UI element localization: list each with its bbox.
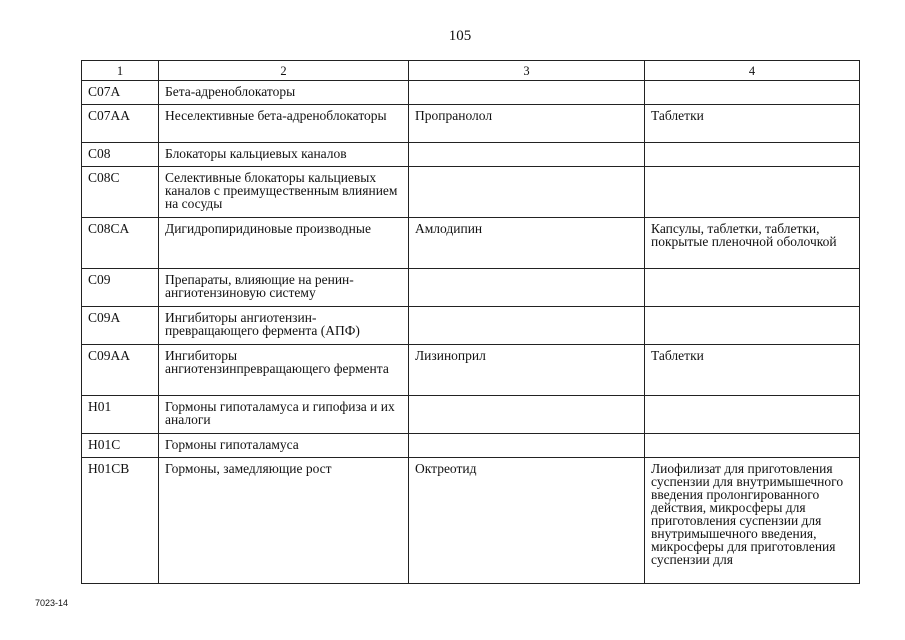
column-header-3: 3	[409, 61, 645, 81]
atc-code-cell: C09AA	[82, 345, 159, 396]
table-row	[82, 458, 860, 584]
table-row	[82, 167, 860, 218]
table-row	[82, 81, 860, 105]
group-name-cell: Блокаторы кальциевых каналов	[159, 143, 409, 167]
drug-name-cell	[409, 396, 645, 434]
dosage-form-cell	[645, 396, 860, 434]
drug-name-cell: Октреотид	[409, 458, 645, 584]
group-name-cell: Препараты, влияющие на ренин-ангиотензиновую систему	[159, 269, 409, 307]
footer-document-code: 7023-14	[35, 598, 69, 608]
drug-name-cell: Амлодипин	[409, 218, 645, 269]
drug-name-cell	[409, 434, 645, 458]
dosage-form-cell: Таблетки	[645, 345, 860, 396]
atc-code-cell: C07A	[82, 81, 159, 105]
atc-code-cell: H01	[82, 396, 159, 434]
dosage-form-cell	[645, 143, 860, 167]
drug-name-cell: Пропранолол	[409, 105, 645, 143]
group-name-cell: Ингибиторы ангиотензинпревращающего фермента	[159, 345, 409, 396]
table-row	[82, 105, 860, 143]
dosage-form-cell: Лиофилизат для приготовления суспензии для внутримышечного введения пролонгированного действия, микросферы для приготовления суспензии для внутримышечного введения, микросферы для приготовления суспензии для	[645, 458, 860, 584]
atc-code-cell: H01CB	[82, 458, 159, 584]
group-name-cell: Бета-адреноблокаторы	[159, 81, 409, 105]
dosage-form-cell	[645, 269, 860, 307]
group-name-cell: Дигидропиридиновые производные	[159, 218, 409, 269]
dosage-form-cell	[645, 434, 860, 458]
atc-code-cell: C08C	[82, 167, 159, 218]
table-row	[82, 143, 860, 167]
column-header-4: 4	[645, 61, 860, 81]
dosage-form-cell: Капсулы, таблетки, таблетки, покрытые пленочной оболочкой	[645, 218, 860, 269]
drug-name-cell	[409, 81, 645, 105]
drug-name-cell	[409, 167, 645, 218]
drug-name-cell	[409, 307, 645, 345]
atc-code-cell: H01C	[82, 434, 159, 458]
drug-table	[81, 60, 860, 584]
group-name-cell: Неселективные бета-адреноблокаторы	[159, 105, 409, 143]
atc-code-cell: C07AA	[82, 105, 159, 143]
column-header-2: 2	[159, 61, 409, 81]
drug-name-cell	[409, 143, 645, 167]
dosage-form-cell	[645, 167, 860, 218]
table-row	[82, 307, 860, 345]
page-number: 105	[448, 28, 472, 44]
column-header-1: 1	[82, 61, 159, 81]
header-row	[82, 61, 860, 81]
dosage-form-cell	[645, 81, 860, 105]
drug-name-cell	[409, 269, 645, 307]
group-name-cell: Селективные блокаторы кальциевых каналов с преимущественным влиянием на сосуды	[159, 167, 409, 218]
drug-name-cell: Лизиноприл	[409, 345, 645, 396]
table-row	[82, 396, 860, 434]
dosage-form-cell	[645, 307, 860, 345]
atc-code-cell: C09	[82, 269, 159, 307]
table-row	[82, 218, 860, 269]
group-name-cell: Гормоны гипоталамуса и гипофиза и их аналоги	[159, 396, 409, 434]
group-name-cell: Ингибиторы ангиотензин-превращающего фермента (АПФ)	[159, 307, 409, 345]
atc-code-cell: C08CA	[82, 218, 159, 269]
group-name-cell: Гормоны, замедляющие рост	[159, 458, 409, 584]
group-name-cell: Гормоны гипоталамуса	[159, 434, 409, 458]
table-row	[82, 434, 860, 458]
table-row	[82, 269, 860, 307]
dosage-form-cell: Таблетки	[645, 105, 860, 143]
atc-code-cell: C09A	[82, 307, 159, 345]
atc-code-cell: C08	[82, 143, 159, 167]
table-row	[82, 345, 860, 396]
